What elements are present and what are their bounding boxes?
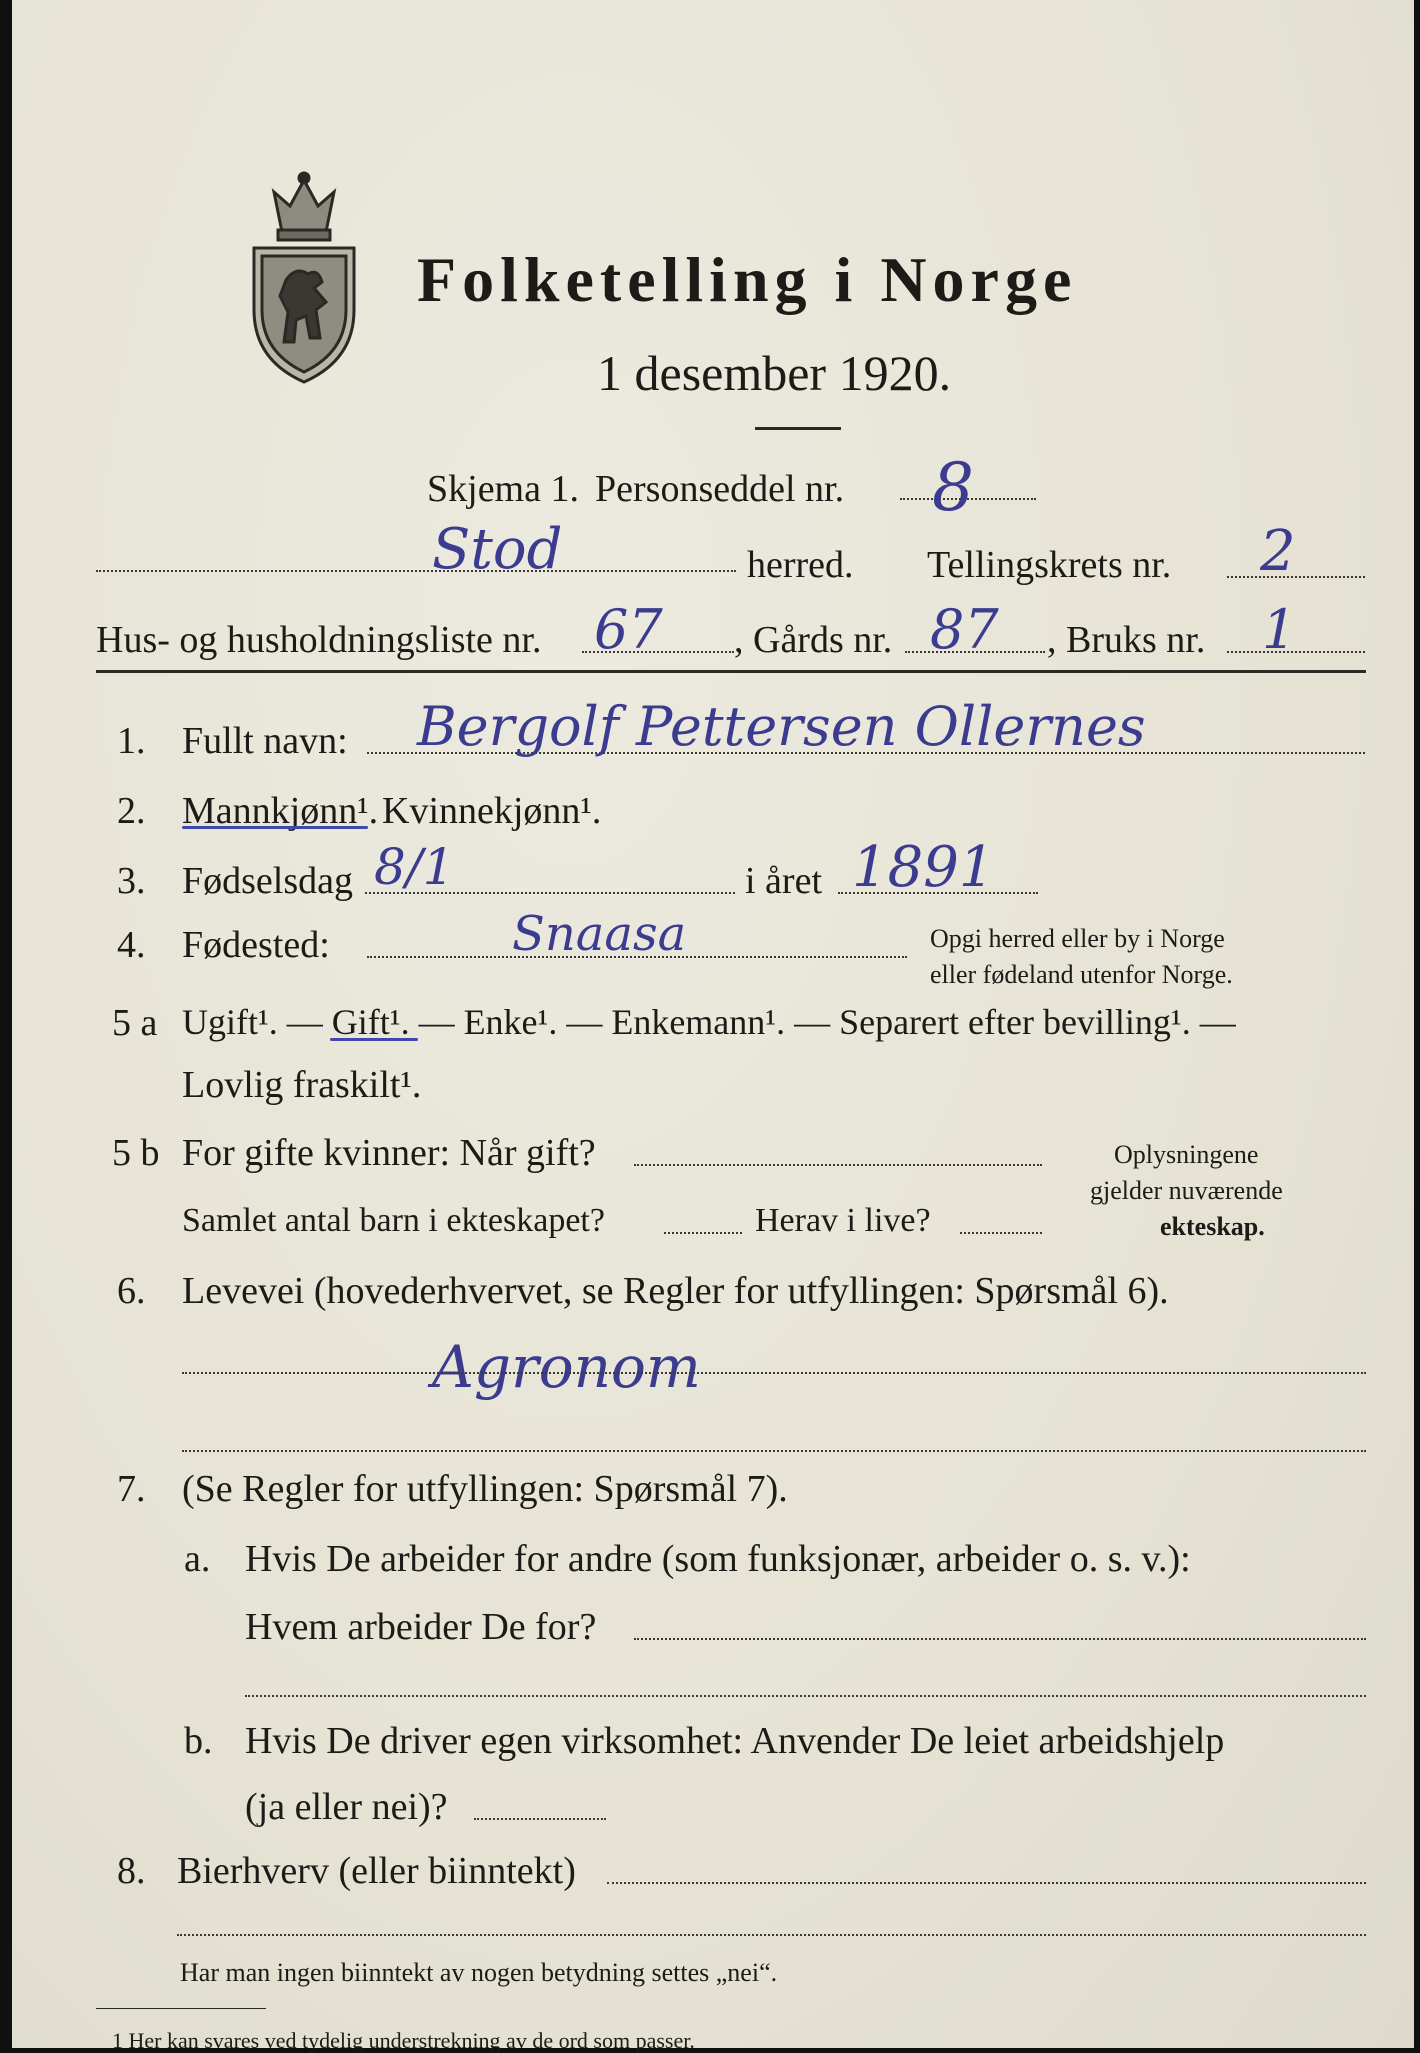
q5b-note-3: ekteskap. [1160,1212,1265,1241]
q7a-line-1: Hvis De arbeider for andre (som funksjonær, arbeider o. s. v.): [245,1538,1191,1580]
personseddel-value: 8 [932,449,974,526]
q6-number: 6. [117,1270,146,1312]
schema-label: Skjema 1. [427,468,579,510]
q8-label: Bierhverv (eller biinntekt) [177,1850,576,1892]
q1-number: 1. [117,720,146,762]
q2-mann: Mannkjønn¹. [182,790,379,832]
q5b-children-label: Samlet antal barn i ekteskapet? [182,1202,605,1239]
q8-number: 8. [117,1850,146,1892]
q3-day-value: 8/1 [374,838,455,896]
herred-line [96,570,736,572]
q7-number: 7. [117,1468,146,1510]
footnote-rule [96,2008,266,2009]
q4-note-2: eller fødeland utenfor Norge. [930,960,1233,989]
q5b-note-1: Oplysningene [1114,1140,1259,1169]
q7b-line-2: (ja eller nei)? [245,1786,448,1828]
q2-mann-underline [182,826,368,829]
tellingskrets-line [1227,576,1365,578]
q7a-number: a. [184,1538,211,1580]
q4-note-1: Opgi herred eller by i Norge [930,924,1225,953]
coat-of-arms-emblem [244,170,364,385]
q3-number: 3. [117,860,146,902]
title-divider [755,427,841,430]
q7a-answer-line-2 [245,1695,1366,1697]
bruks-value: 1 [1262,598,1297,661]
tellingskrets-value: 2 [1260,519,1296,584]
q7b-line-1: Hvis De driver egen virksomhet: Anvender De leiet arbeidshjelp [245,1720,1225,1762]
q3-year-label: i året [745,860,823,902]
gards-value: 87 [930,598,999,661]
tellingskrets-label: Tellingskrets nr. [927,544,1172,586]
q6-label: Levevei (hovederhvervet, se Regler for utfyllingen: Spørsmål 6). [182,1270,1169,1312]
q7b-answer-line [474,1818,606,1820]
q5b-married-line [634,1164,1042,1166]
q4-label: Fødested: [182,924,330,966]
q5b-alive-label: Herav i live? [755,1202,931,1239]
q8-line-1 [607,1882,1366,1884]
q3-label: Fødselsdag [182,860,353,902]
gards-label: , Gårds nr. [734,619,893,661]
q5b-children-line [664,1232,742,1234]
q5a-gift-underline [330,1038,418,1041]
q6-line-2 [182,1450,1366,1452]
q5b-line-1: For gifte kvinner: Når gift? [182,1132,596,1174]
census-form [12,0,1414,2053]
q4-number: 4. [117,924,146,966]
q5b-number: 5 b [112,1132,160,1174]
header-rule [96,670,1366,673]
q7a-line-2: Hvem arbeider De for? [245,1606,597,1648]
q5a-number: 5 a [112,1002,158,1044]
q5a-line-2: Lovlig fraskilt¹. [182,1064,422,1106]
footnote: 1 Her kan svares ved tydelig understrekning av de ord som passer. [112,2028,695,2053]
footer-note: Har man ingen biinntekt av nogen betydning settes „nei“. [180,1958,778,1987]
q7b-number: b. [184,1720,213,1762]
q7a-answer-line-1 [634,1638,1366,1640]
q5b-note-2: gjelder nuværende [1090,1176,1283,1205]
q4-value: Snaasa [512,906,687,962]
q2-number: 2. [117,790,146,832]
q3-year-value: 1891 [852,835,995,900]
q8-line-2 [177,1934,1366,1936]
herred-label: herred. [747,544,854,586]
q7-label: (Se Regler for utfyllingen: Spørsmål 7). [182,1468,788,1510]
q2-kvinne: Kvinnekjønn¹. [382,790,602,832]
census-date: 1 desember 1920. [597,345,952,401]
q6-line-1 [182,1372,1366,1374]
herred-value: Stod [432,517,563,582]
q5b-alive-line [960,1232,1042,1234]
q1-value: Bergolf Pettersen Ollernes [417,695,1146,758]
hus-value: 67 [594,598,663,661]
bruks-label: , Bruks nr. [1047,619,1206,661]
q5a-line-1: Ugift¹. — Gift¹. — Enke¹. — Enkemann¹. — Separert efter bevilling¹. — [182,1002,1236,1042]
form-title: Folketelling i Norge [417,244,1078,315]
q1-label: Fullt navn: [182,720,348,762]
hus-label: Hus- og husholdningsliste nr. [96,619,542,661]
personseddel-label: Personseddel nr. [595,468,845,510]
q6-value: Agronom [432,1333,701,1401]
